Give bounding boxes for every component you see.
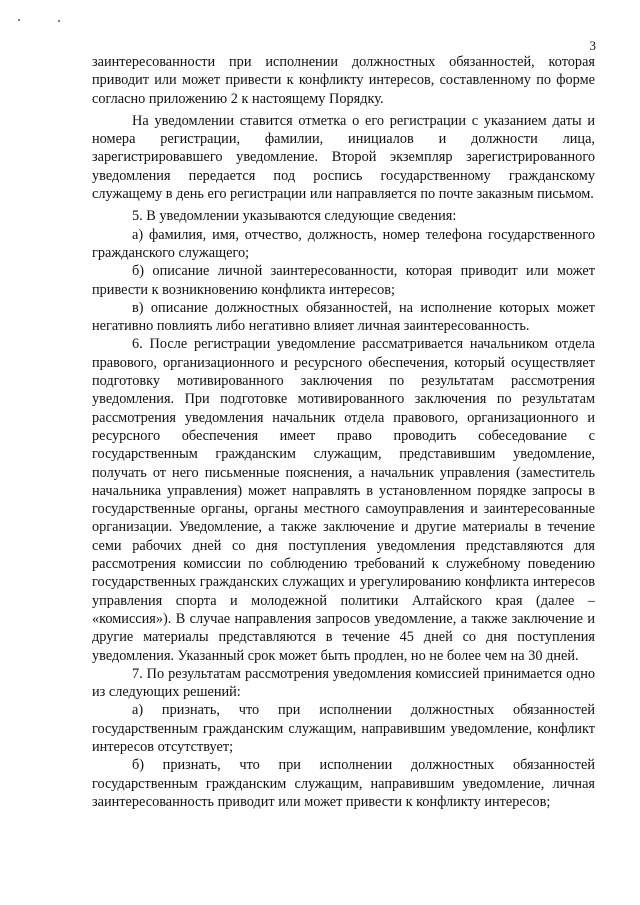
paragraph-registration-note: На уведомлении ставится отметка о его регистрации с указанием даты и номера регистрации, фамилии, инициалов и должности лица, зарегистрировавшего уведомление. Второй экземпляр зарегистрированного уведомления передается под роспись государственному гражданскому служащему в день его регистрации или направляется по почте заказным письмом. bbox=[92, 112, 595, 203]
paragraph-item-7a: а) признать, что при исполнении должностных обязанностей государственным гражданским служащим, направившим уведомление, конфликт интересов отсутствует; bbox=[92, 702, 595, 755]
document-body bbox=[92, 53, 595, 811]
paragraph-item-5: 5. В уведомлении указываются следующие сведения: bbox=[132, 208, 457, 225]
paragraph-item-5b: б) описание личной заинтересованности, которая приводит или может привести к возникновению конфликта интересов; bbox=[92, 263, 595, 298]
paragraph-continuation: заинтересованности при исполнении должностных обязанностей, которая приводит или может привести к конфликту интересов, составленному по форме согласно приложению 2 к настоящему Порядку. bbox=[92, 54, 595, 107]
paragraph-item-5c: в) описание должностных обязанностей, на исполнение которых может негативно повлиять либо негативно влияет личная заинтересованность. bbox=[92, 299, 595, 335]
paragraph-item-7b: б) признать, что при исполнении должностных обязанностей государственным гражданским служащим, направившим уведомление, личная заинтересованность приводит или может привести к конфликту интересов; bbox=[92, 757, 595, 810]
paragraph-item-6: 6. После регистрации уведомление рассматривается начальником отдела правового, организационного и ресурсного обеспечения, который осуществляет подготовку мотивированного заключения по результатам рассмотрения уведомления. При подготовке мотивированного заключения по результатам рассмотрения уведомления начальник отдела правового, организационного и ресурсного обеспечения имеет право проводить собеседование с государственным гражданским служащим, представившим уведомление, получать от него письменные пояснения, а начальник управления (заместитель начальника управления) может направлять в установленном порядке запросы в государственные органы, органы местного самоуправления и заинтересованные организации. Уведомление, а также заключение и другие материалы в течение семи рабочих дней со дня поступления уведомления представляются для рассмотрения комиссии по соблюдению требований к служебному поведению государственных гражданских служащих и урегулированию конфликта интересов управления спорта и молодежной политики Алтайского края (далее – «комиссия»). В случае направления запросов уведомление, а также заключение и другие материалы представляются в течение 45 дней со дня поступления уведомления. Указанный срок может быть продлен, но не более чем на 30 дней. bbox=[92, 336, 595, 664]
scan-artifact bbox=[58, 20, 60, 22]
scan-artifact bbox=[18, 19, 20, 21]
paragraph-item-5a: а) фамилия, имя, отчество, должность, номер телефона государственного гражданского служащего; bbox=[92, 226, 595, 261]
page-number: 3 bbox=[589, 38, 596, 53]
paragraph-item-7: 7. По результатам рассмотрения уведомления комиссией принимается одно из следующих решений: bbox=[92, 665, 595, 701]
